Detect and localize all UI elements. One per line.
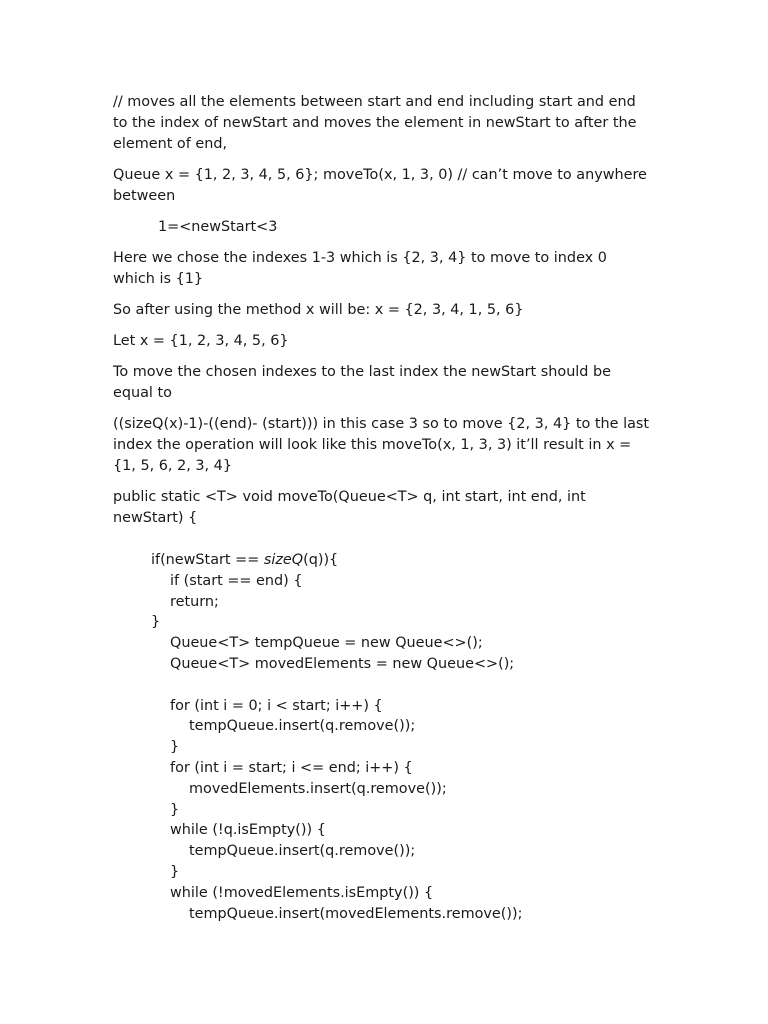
code-line: tempQueue.insert(movedElements.remove()); (189, 905, 523, 922)
method-signature: public static <T> void moveTo(Queue<T> q, int start, int end, int newStart) { (113, 489, 586, 526)
code-line: Queue<T> movedElements = new Queue<>(); (170, 655, 515, 672)
formula-two: ((sizeQ(x)-1)-((end)- (start))) in this case 3 so to move {2, 3, 4} to the last index the operation will look like this moveTo(x, 1, 3, 3) it’ll result in x = {1, 5, 6, 2, 3, 4} (113, 416, 650, 474)
code-line: while (!movedElements.isEmpty()) { (170, 884, 434, 901)
code-line: for (int i = 0; i < start; i++) { (170, 697, 383, 714)
explanation-one: Here we chose the indexes 1-3 which is {2, 3, 4} to move to index 0 which is {1} (113, 250, 607, 287)
code-line: while (!q.isEmpty()) { (170, 822, 326, 839)
code-line: } (151, 614, 161, 631)
code-line: for (int i = start; i <= end; i++) { (170, 759, 413, 776)
code-text: (q)){ (303, 552, 339, 568)
explanation-two: To move the chosen indexes to the last index the newStart should be equal to (113, 364, 612, 401)
code-italic-text: sizeQ (263, 552, 304, 568)
example-one: Queue x = {1, 2, 3, 4, 5, 6}; moveTo(x, 1, 3, 0) // can’t move to anywhere between (113, 167, 647, 204)
code-line (113, 550, 653, 571)
code-line: } (170, 739, 180, 756)
code-line: } (170, 863, 180, 880)
document-page (113, 92, 653, 924)
code-text: if(newStart == (151, 552, 264, 568)
code-line: tempQueue.insert(q.remove()); (189, 843, 416, 860)
code-line: tempQueue.insert(q.remove()); (189, 718, 416, 735)
code-blank-line (113, 675, 653, 696)
intro-comment: // moves all the elements between start and end including start and end to the index of newStart and moves the element in newStart to after the element of end, (113, 94, 637, 152)
code-line: } (170, 801, 180, 818)
code-block (113, 550, 653, 924)
code-line: movedElements.insert(q.remove()); (189, 780, 447, 797)
example-two: Let x = {1, 2, 3, 4, 5, 6} (113, 333, 289, 349)
code-line: if (start == end) { (170, 572, 303, 589)
code-line: return; (170, 593, 219, 610)
result-one: So after using the method x will be: x = {2, 3, 4, 1, 5, 6} (113, 302, 524, 318)
constraint-formula: 1=<newStart<3 (158, 219, 278, 235)
code-line: Queue<T> tempQueue = new Queue<>(); (170, 635, 483, 652)
